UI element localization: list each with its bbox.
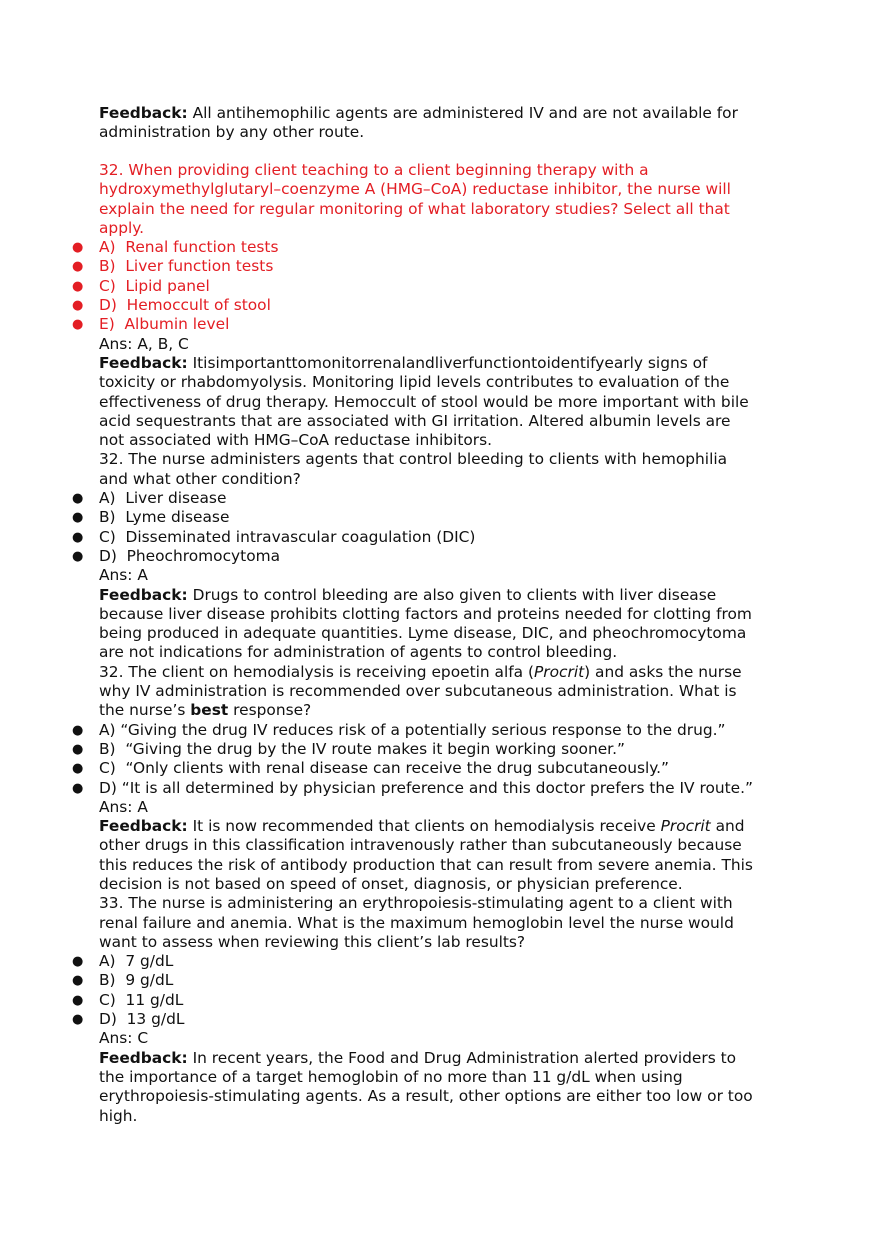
option-list (72, 952, 799, 1029)
question-stem: 32. The nurse administers agents that control bleeding to clients with hemophilia and what other condition? (99, 450, 728, 488)
bullet-icon: ● (72, 259, 84, 275)
bullet-icon: ● (72, 278, 84, 294)
answer-line: Ans: A, B, C (99, 334, 189, 353)
option-item[interactable]: ● C) Lipid panel (72, 276, 210, 295)
option-item[interactable]: ● C) “Only clients with renal disease can receive the drug subcutaneously.” (72, 759, 670, 778)
bullet-icon: ● (72, 1012, 84, 1028)
question-procrit (72, 662, 799, 895)
feedback-block: Feedback: Itisimportanttomonitorrenalandliverfunctiontoidentifyearly signs of toxicity or rhabdomyolysis. Monitoring lipid levels contributes to evaluation of the effectiveness of drug therapy. Hemoccult of stool would be more important with bile acid sequestrants that are associated with GI irritation. Altered albumin levels are not associated with HMG–CoA reductase inhibitors. (99, 353, 749, 450)
option-item[interactable]: ● A) Renal function tests (72, 238, 279, 257)
option-item[interactable]: ● B) Lyme disease (72, 508, 230, 527)
option-item[interactable]: ● D) Pheochromocytoma (72, 546, 281, 565)
option-list (72, 238, 799, 334)
question-bleeding (72, 450, 799, 662)
answer-value: A (137, 797, 148, 816)
answer-value: A (137, 566, 148, 585)
feedback-label: Feedback: (99, 104, 188, 122)
feedback-label: Feedback: (99, 353, 188, 372)
bullet-icon: ● (72, 741, 84, 757)
feedback-label: Feedback: (99, 585, 188, 604)
question-stem: 32. When providing client teaching to a client beginning therapy with a hydroxymethylglutaryl–coenzyme A (HMG–CoA) reductase inhibitor, the nurse will explain the need for regular monitoring of what laboratory studies? Select all that apply. (99, 161, 731, 237)
question-hemoglobin (72, 894, 799, 1126)
option-item[interactable]: ● C) Disseminated intravascular coagulation (DIC) (72, 527, 476, 546)
bullet-icon: ● (72, 240, 84, 256)
option-item[interactable]: ● A) 7 g/dL (72, 952, 174, 971)
option-item[interactable]: ● D) 13 g/dL (72, 1010, 185, 1029)
feedback-block: Feedback: It is now recommended that clients on hemodialysis receive Procrit and other drugs in this classification intravenously rather than subcutaneously because this reduces the risk of antibody production that can result from severe anemia. This decision is not based on speed of onset, diagnosis, or physician preference. (99, 817, 753, 893)
option-item[interactable]: ● D) Hemoccult of stool (72, 296, 271, 315)
bullet-icon: ● (72, 780, 84, 796)
bullet-icon: ● (72, 298, 84, 314)
option-item[interactable]: ● B) 9 g/dL (72, 971, 174, 990)
bullet-icon: ● (72, 491, 84, 507)
feedback-block: Feedback: Drugs to control bleeding are also given to clients with liver disease because liver disease prohibits clotting factors and proteins needed for clotting from being produced in adequate quantities. Lyme disease, DIC, and pheochromocytoma are not indications for administration of agents to control bleeding. (99, 585, 752, 662)
answer-value: A, B, C (137, 334, 189, 353)
option-item[interactable]: ● C) 11 g/dL (72, 990, 184, 1009)
answer-value: C (137, 1029, 149, 1048)
feedback-label: Feedback: (99, 1048, 188, 1067)
feedback-label: Feedback: (99, 817, 188, 836)
intro-feedback-text: All antihemophilic agents are administered IV and are not available for (192, 104, 738, 122)
bullet-icon: ● (72, 992, 84, 1008)
bullet-icon: ● (72, 548, 84, 564)
bullet-icon: ● (72, 722, 84, 738)
option-item[interactable]: ● B) “Giving the drug by the IV route makes it begin working sooner.” (72, 739, 625, 758)
question-stem: 32. The client on hemodialysis is receiving epoetin alfa (Procrit) and asks the nurse why IV administration is recommended over subcutaneous administration. What is the nurse’s best response? (99, 662, 742, 720)
question-stem: 33. The nurse is administering an erythropoiesis-stimulating agent to a client with renal failure and anemia. What is the maximum hemoglobin level the nurse would want to assess when reviewing this client’s lab results? (99, 894, 734, 951)
option-list (72, 489, 799, 566)
intro-feedback (99, 104, 799, 143)
option-item[interactable]: ● A) Liver disease (72, 489, 227, 508)
bullet-icon: ● (72, 529, 84, 545)
feedback-block: Feedback: In recent years, the Food and Drug Administration alerted providers to the importance of a target hemoglobin of no more than 11 g/dL when using erythropoiesis-stimulating agents. As a result, other options are either too low or too high. (99, 1048, 753, 1125)
answer-line: Ans: A (99, 797, 148, 816)
option-item[interactable]: ● A) “Giving the drug IV reduces risk of a potentially serious response to the drug.” (72, 720, 726, 739)
bullet-icon: ● (72, 761, 84, 777)
intro-feedback-text: administration by any other route. (99, 123, 365, 142)
drug-name: Procrit (534, 662, 585, 681)
option-item[interactable]: ● B) Liver function tests (72, 257, 274, 276)
bullet-icon: ● (72, 973, 84, 989)
bullet-icon: ● (72, 954, 84, 970)
option-list (72, 720, 799, 798)
option-item[interactable]: ● E) Albumin level (72, 315, 230, 334)
bullet-icon: ● (72, 510, 84, 526)
answer-line: Ans: C (99, 1029, 149, 1048)
answer-line: Ans: A (99, 566, 148, 585)
option-item[interactable]: ● D) “It is all determined by physician preference and this doctor prefers the IV route.” (72, 778, 753, 797)
emphasis-best: best (190, 701, 229, 720)
drug-name: Procrit (660, 817, 711, 836)
bullet-icon: ● (72, 317, 84, 333)
question-hmg-coa (72, 161, 799, 1126)
